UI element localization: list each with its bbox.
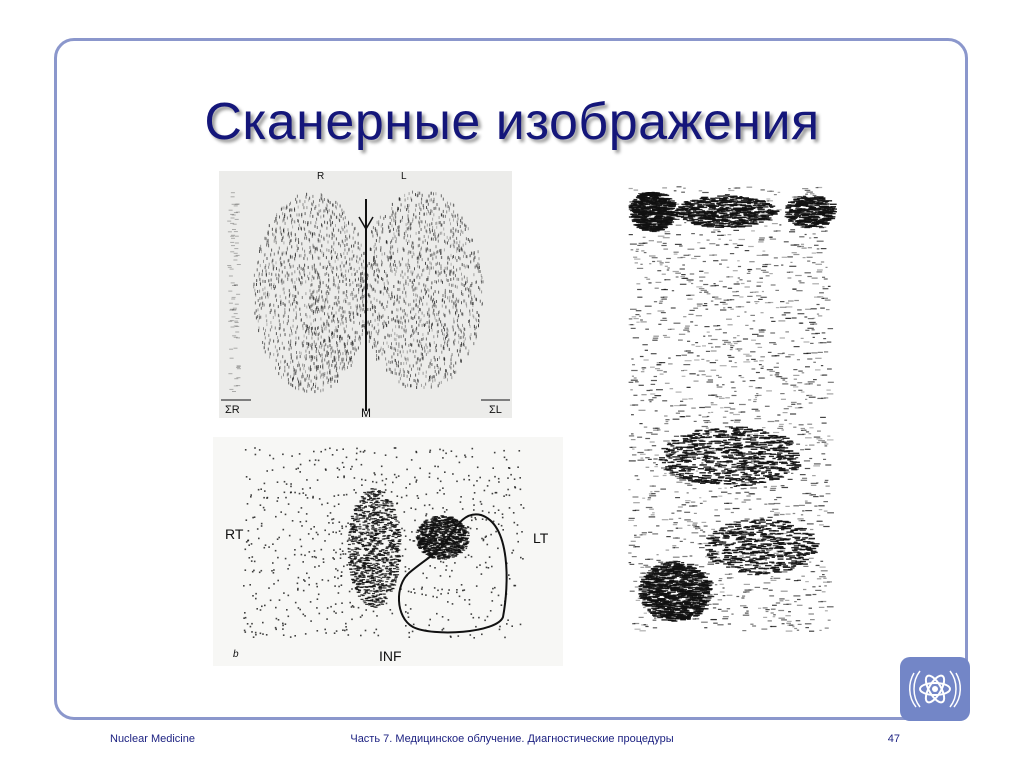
kidney-label-rt: RT	[225, 526, 244, 542]
lung-label-l: L	[401, 171, 407, 182]
body-scan-image	[628, 186, 837, 634]
lung-label-r: R	[317, 171, 325, 182]
iaea-emblem-icon	[900, 657, 970, 721]
kidney-label-lt: LT	[533, 530, 549, 546]
kidney-scan-image	[213, 437, 563, 666]
footer-course-name: Nuclear Medicine	[110, 733, 195, 745]
slide-title: Сканерные изображения	[204, 93, 820, 151]
kidney-label-inf: INF	[379, 648, 402, 664]
lung-label-sum-l: ΣL	[489, 404, 502, 416]
footer-section-title: Часть 7. Медицинское облучение. Диагностические процедуры	[350, 733, 674, 745]
kidney-label-b: b	[233, 649, 239, 660]
lung-scan-image	[219, 171, 512, 418]
lung-label-sum-r: ΣR	[225, 404, 240, 416]
footer-page-number: 47	[887, 733, 900, 745]
lung-label-m: M	[361, 406, 371, 418]
